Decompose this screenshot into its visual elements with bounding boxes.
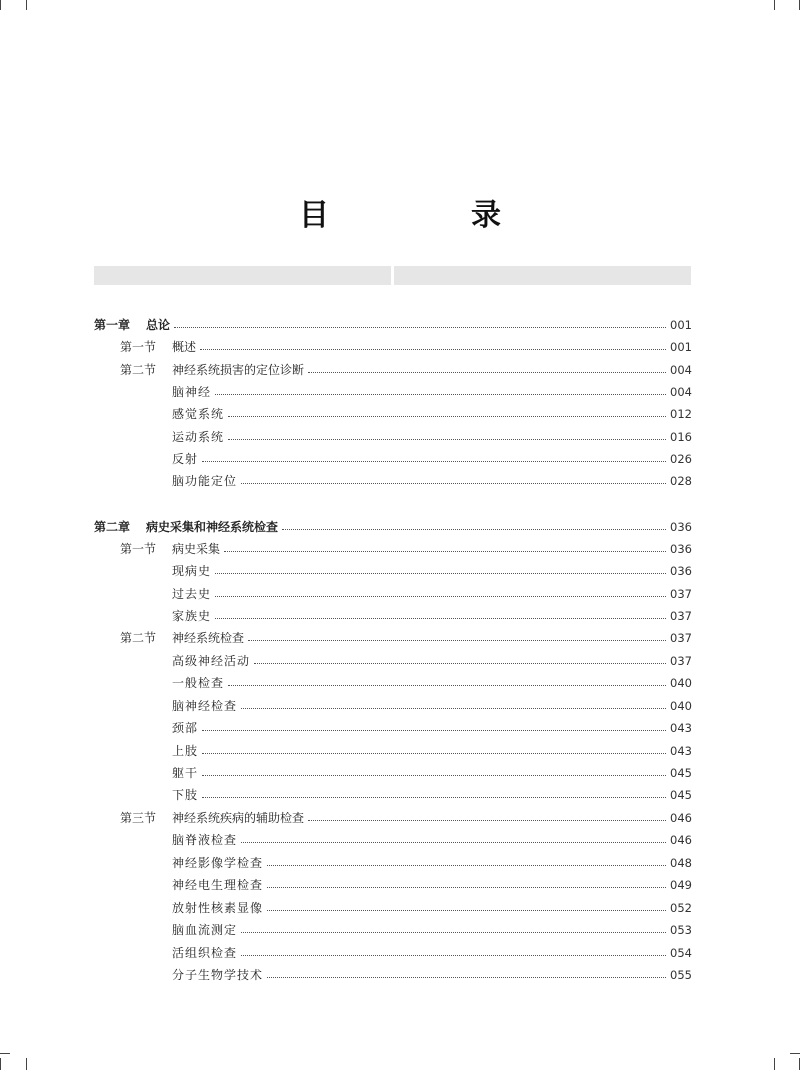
toc-leader-dots <box>215 393 666 395</box>
toc-page-number: 046 <box>670 811 692 825</box>
toc-entry-label <box>172 606 211 626</box>
toc-entry-title: 病史采集 <box>172 542 221 556</box>
toc-entry-title: 神经系统检查 <box>172 631 245 645</box>
toc-leader-dots <box>267 909 666 911</box>
toc-entry-item[interactable] <box>172 382 692 402</box>
toc-leader-dots <box>202 796 666 798</box>
toc-leader-dots <box>224 550 666 552</box>
toc-page-number: 037 <box>670 609 692 623</box>
toc-entry-number: 第二章 <box>94 520 131 534</box>
toc-entry-title: 概述 <box>172 340 197 354</box>
toc-page-number: 004 <box>670 363 692 377</box>
toc-entry-label <box>172 404 224 424</box>
toc-page-number: 037 <box>670 631 692 645</box>
toc-entry-title: 家族史 <box>172 609 212 623</box>
toc-entry-label <box>120 628 244 648</box>
toc-entry-title: 病史采集和神经系统检查 <box>146 520 279 534</box>
toc-entry-label <box>172 965 263 985</box>
toc-entry-label <box>172 651 250 671</box>
toc-entry-chapter[interactable] <box>94 315 692 335</box>
toc-entry-title: 神经影像学检查 <box>172 856 264 870</box>
toc-leader-dots <box>267 886 666 888</box>
toc-page-number: 054 <box>670 946 692 960</box>
toc-entry-title: 总论 <box>146 318 171 332</box>
toc-entry-item[interactable] <box>172 404 692 424</box>
toc-entry-label <box>94 315 170 335</box>
toc-entry-label <box>172 853 263 873</box>
toc-entry-label <box>172 943 237 963</box>
toc-entry-label <box>172 830 237 850</box>
toc-entry-number: 第二节 <box>120 631 157 645</box>
toc-leader-dots <box>267 976 666 978</box>
toc-entry-number: 第一节 <box>120 340 157 354</box>
toc-entry-title: 现病史 <box>172 564 212 578</box>
toc-entry-label <box>120 808 304 828</box>
toc-entry-item[interactable] <box>172 875 692 895</box>
toc-page-number: 026 <box>670 452 692 466</box>
toc-entry-title: 反射 <box>172 452 199 466</box>
toc-page-number: 004 <box>670 385 692 399</box>
toc-entry-label <box>172 449 198 469</box>
toc-leader-dots <box>202 460 666 462</box>
toc-entry-number: 第二节 <box>120 363 157 377</box>
toc-entry-label <box>172 741 198 761</box>
toc-leader-dots <box>202 729 666 731</box>
toc-leader-dots <box>174 326 666 328</box>
toc-entry-title: 感觉系统 <box>172 407 225 421</box>
toc-entry-label <box>172 561 211 581</box>
toc-entry-section[interactable] <box>120 808 692 828</box>
toc-entry-label <box>172 898 263 918</box>
toc-leader-dots <box>202 752 666 754</box>
toc-leader-dots <box>202 774 666 776</box>
toc-leader-dots <box>215 572 666 574</box>
toc-page-number: 040 <box>670 699 692 713</box>
toc-leader-dots <box>228 415 666 417</box>
toc-page-number: 048 <box>670 856 692 870</box>
toc-page-number: 040 <box>670 676 692 690</box>
toc-page-number: 046 <box>670 833 692 847</box>
toc-entry-section[interactable] <box>120 337 692 357</box>
toc-entry-item[interactable] <box>172 561 692 581</box>
toc-entry-title: 脑脊液检查 <box>172 833 238 847</box>
toc-entry-label <box>120 360 304 380</box>
toc-leader-dots <box>248 639 666 641</box>
toc-entry-label <box>172 875 263 895</box>
toc-page-number: 001 <box>670 340 692 354</box>
toc-entry-title: 过去史 <box>172 587 212 601</box>
toc-entry-label <box>172 920 237 940</box>
page-title: 目 录 <box>299 198 557 233</box>
toc-page-number: 043 <box>670 744 692 758</box>
toc-leader-dots <box>241 931 666 933</box>
toc-entry-item[interactable] <box>172 584 692 604</box>
toc-page-number: 036 <box>670 542 692 556</box>
toc-entry-label <box>94 517 278 537</box>
toc-entry-chapter[interactable] <box>94 517 692 537</box>
toc-entry-title: 活组织检查 <box>172 946 238 960</box>
toc-entry-label <box>120 337 196 357</box>
toc-leader-dots <box>228 684 666 686</box>
toc-entry-title: 脑神经检查 <box>172 699 238 713</box>
toc-entry-label <box>172 673 224 693</box>
toc-entry-title: 神经系统损害的定位诊断 <box>172 363 305 377</box>
toc-entry-label <box>172 763 198 783</box>
toc-entry-item[interactable] <box>172 651 692 671</box>
toc-entry-label <box>172 471 237 491</box>
toc-entry-item[interactable] <box>172 920 692 940</box>
toc-entry-label <box>172 427 224 447</box>
toc-entry-section[interactable] <box>120 628 692 648</box>
toc-page-number: 053 <box>670 923 692 937</box>
toc-entry-item[interactable] <box>172 853 692 873</box>
toc-entry-number: 第一节 <box>120 542 157 556</box>
toc-entry-item[interactable] <box>172 898 692 918</box>
toc-entry-label <box>172 382 211 402</box>
toc-entry-title: 一般检查 <box>172 676 225 690</box>
toc-leader-dots <box>228 438 666 440</box>
toc-entry-item[interactable] <box>172 741 692 761</box>
toc-leader-dots <box>308 371 666 373</box>
toc-page-number: 037 <box>670 587 692 601</box>
toc-entry-title: 分子生物学技术 <box>172 968 264 982</box>
toc-entry-title: 脑血流测定 <box>172 923 238 937</box>
toc-leader-dots <box>215 595 666 597</box>
toc-entry-item[interactable] <box>172 427 692 447</box>
toc-entry-title: 下肢 <box>172 788 199 802</box>
toc-page-number: 012 <box>670 407 692 421</box>
toc-entry-item[interactable] <box>172 606 692 626</box>
toc-entry-title: 放射性核素显像 <box>172 901 264 915</box>
toc-entry-item[interactable] <box>172 718 692 738</box>
toc-entry-title: 颈部 <box>172 721 199 735</box>
toc-entry-title: 躯干 <box>172 766 199 780</box>
toc-leader-dots <box>241 707 666 709</box>
toc-leader-dots <box>241 954 666 956</box>
toc-page-number: 037 <box>670 654 692 668</box>
toc-entry-title: 上肢 <box>172 744 199 758</box>
toc-page-number: 016 <box>670 430 692 444</box>
toc-entry-title: 脑神经 <box>172 385 212 399</box>
toc-entry-item[interactable] <box>172 673 692 693</box>
toc-entry-title: 神经电生理检查 <box>172 878 264 892</box>
toc-entry-item[interactable] <box>172 471 692 491</box>
toc-page-number: 045 <box>670 766 692 780</box>
toc-page-number: 045 <box>670 788 692 802</box>
toc-entry-item[interactable] <box>172 696 692 716</box>
toc-entry-item[interactable] <box>172 763 692 783</box>
toc-entry-number: 第三节 <box>120 811 157 825</box>
toc-leader-dots <box>308 819 666 821</box>
toc-entry-label <box>120 539 220 559</box>
toc-entry-title: 脑功能定位 <box>172 474 238 488</box>
toc-leader-dots <box>267 864 666 866</box>
toc-page-number: 055 <box>670 968 692 982</box>
toc-entry-number: 第一章 <box>94 318 131 332</box>
toc-leader-dots <box>200 348 666 350</box>
toc-entry-title: 高级神经活动 <box>172 654 251 668</box>
toc-entry-section[interactable] <box>120 539 692 559</box>
toc-entry-item[interactable] <box>172 830 692 850</box>
toc-entry-title: 运动系统 <box>172 430 225 444</box>
toc-page-number: 028 <box>670 474 692 488</box>
toc-page-number: 001 <box>670 318 692 332</box>
toc-entry-item[interactable] <box>172 785 692 805</box>
toc-leader-dots <box>241 841 666 843</box>
toc-page-number: 052 <box>670 901 692 915</box>
toc-entry-item[interactable] <box>172 943 692 963</box>
toc-entry-item[interactable] <box>172 449 692 469</box>
toc-leader-dots <box>282 528 666 530</box>
toc-leader-dots <box>254 662 666 664</box>
toc-leader-dots <box>215 617 666 619</box>
toc-entry-label <box>172 718 198 738</box>
toc-page-number: 036 <box>670 520 692 534</box>
toc-entry-label <box>172 696 237 716</box>
toc-entry-title: 神经系统疾病的辅助检查 <box>172 811 305 825</box>
toc-entry-label <box>172 584 211 604</box>
toc-page-number: 049 <box>670 878 692 892</box>
toc-entry-label <box>172 785 198 805</box>
toc-leader-dots <box>241 482 666 484</box>
toc-entry-item[interactable] <box>172 965 692 985</box>
toc-page-number: 036 <box>670 564 692 578</box>
toc-entry-section[interactable] <box>120 360 692 380</box>
toc-page-number: 043 <box>670 721 692 735</box>
